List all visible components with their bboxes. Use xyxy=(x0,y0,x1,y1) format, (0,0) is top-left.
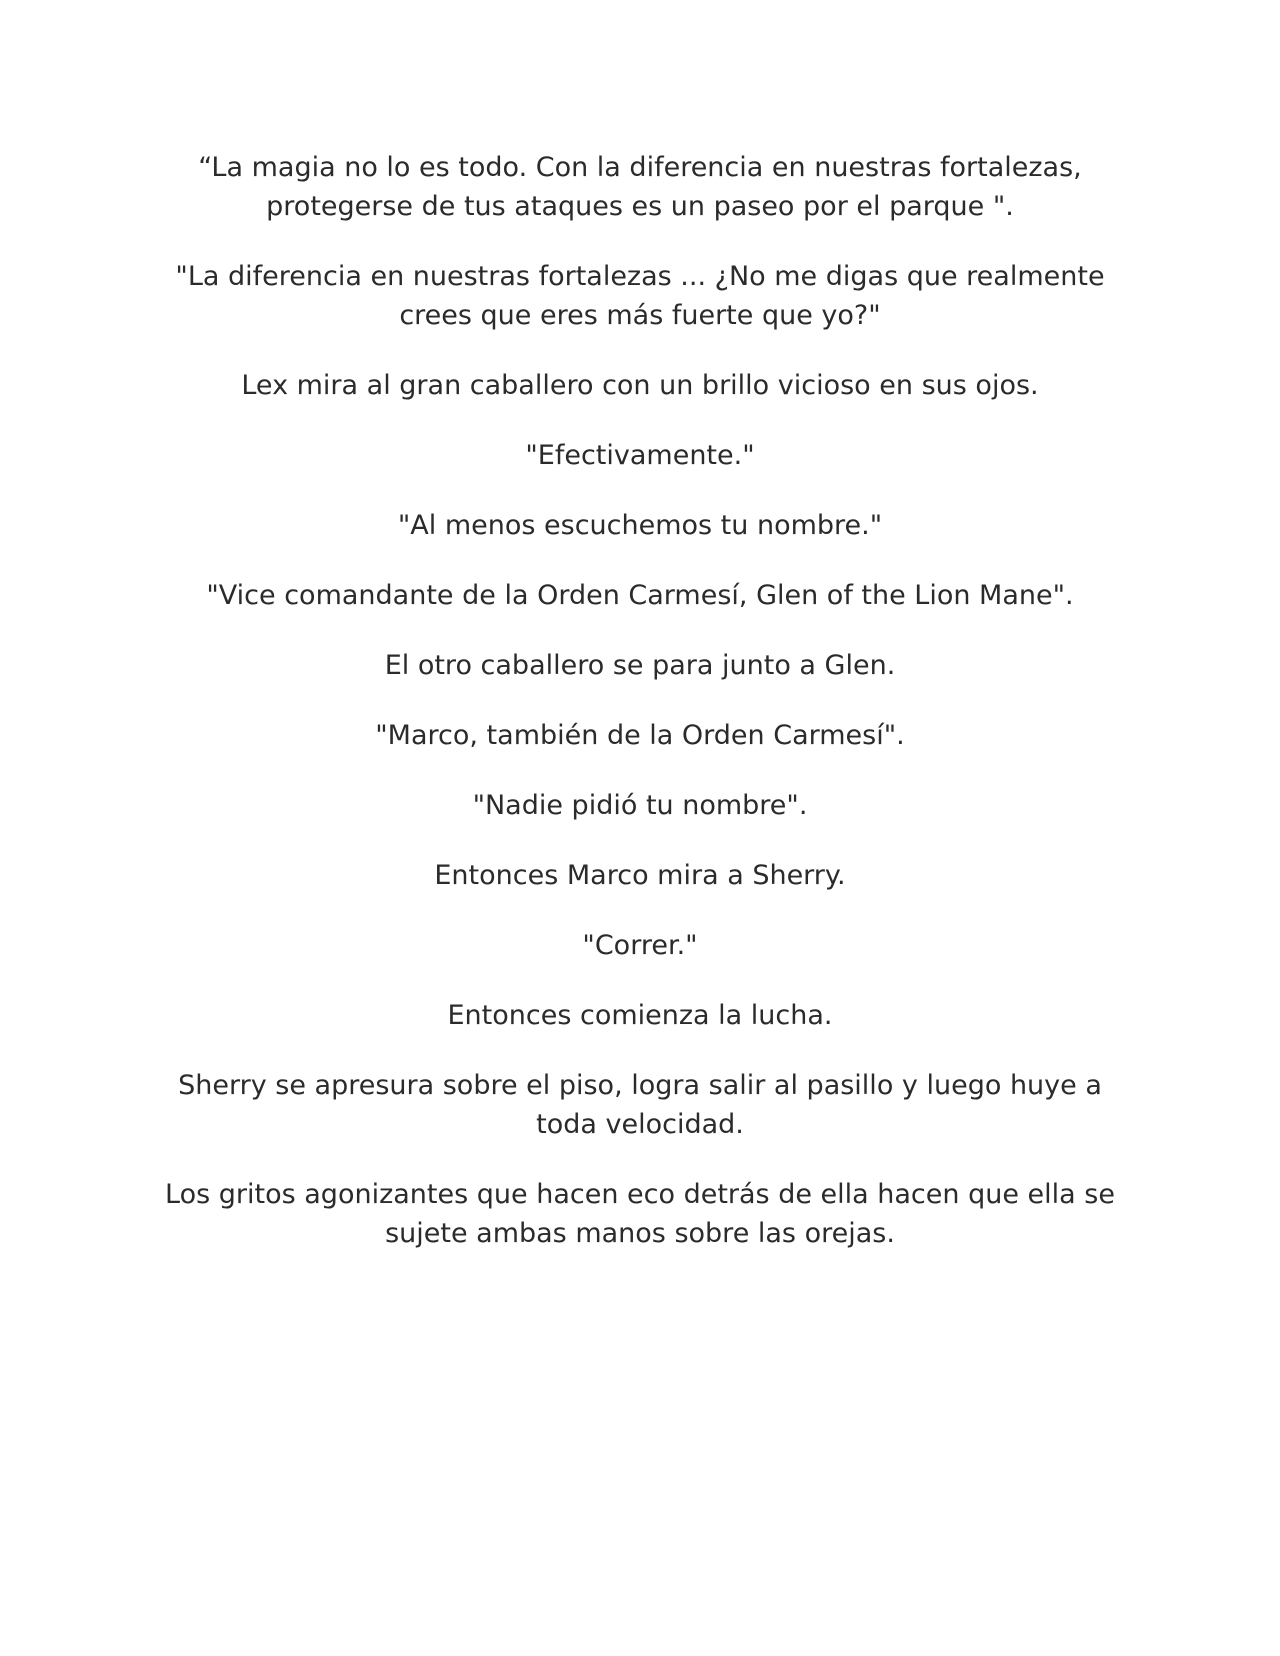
paragraph: "Nadie pidió tu nombre". xyxy=(472,790,808,821)
paragraph: "La diferencia en nuestras fortalezas ... ¿No me digas que realmente crees que eres más fuerte que yo?" xyxy=(175,261,1105,331)
paragraph: Entonces Marco mira a Sherry. xyxy=(434,860,846,891)
paragraph: Lex mira al gran caballero con un brillo vicioso en sus ojos. xyxy=(241,370,1039,401)
document-body xyxy=(160,148,1120,1284)
paragraph: "Efectivamente." xyxy=(525,440,755,471)
paragraph: Sherry se apresura sobre el piso, logra salir al pasillo y luego huye a toda velocidad. xyxy=(178,1070,1102,1140)
paragraph: Los gritos agonizantes que hacen eco detrás de ella hacen que ella se sujete ambas manos sobre las orejas. xyxy=(165,1179,1115,1249)
paragraph: Entonces comienza la lucha. xyxy=(447,1000,833,1031)
paragraph: "Vice comandante de la Orden Carmesí, Glen of the Lion Mane". xyxy=(206,580,1074,611)
paragraph: "Correr." xyxy=(582,930,698,961)
paragraph: "Al menos escuchemos tu nombre." xyxy=(397,510,883,541)
paragraph: "Marco, también de la Orden Carmesí". xyxy=(375,720,905,751)
paragraph: El otro caballero se para junto a Glen. xyxy=(384,650,896,681)
paragraph: “La magia no lo es todo. Con la diferencia en nuestras fortalezas, protegerse de tus ataques es un paseo por el parque ". xyxy=(198,152,1082,222)
